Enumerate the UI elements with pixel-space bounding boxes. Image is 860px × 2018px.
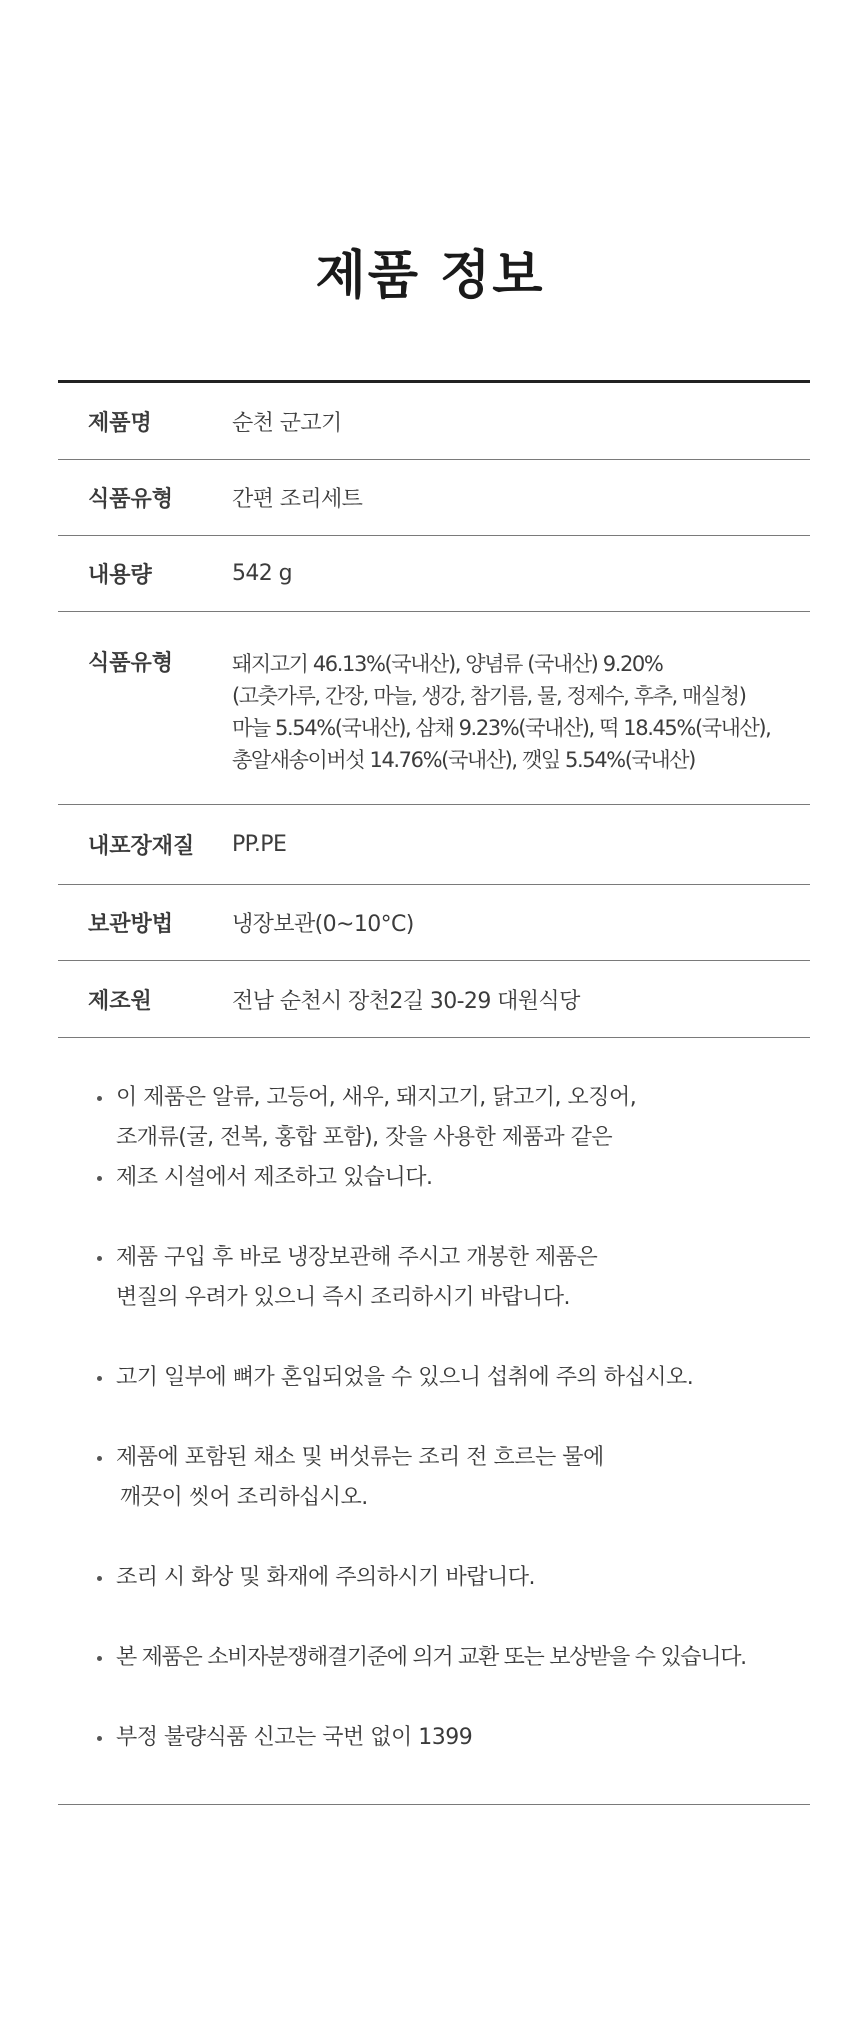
table-row-storage bbox=[58, 885, 810, 961]
product-name-label: 제품명 bbox=[88, 410, 152, 436]
note-allergen-line: 제조 시설에서 제조하고 있습니다. bbox=[58, 1158, 810, 1198]
note-burn-warning: 조리 시 화상 및 화재에 주의하시기 바랍니다. bbox=[58, 1558, 810, 1598]
note-allergen-line: 조개류(굴, 전복, 홍합 포함), 잣을 사용한 제품과 같은 bbox=[116, 1125, 613, 1150]
bottom-divider bbox=[58, 1804, 810, 1805]
food-type-value: 간편 조리세트 bbox=[232, 487, 363, 512]
product-info-table bbox=[58, 380, 810, 1038]
packaging-value: PP.PE bbox=[232, 832, 287, 857]
storage-label: 보관방법 bbox=[88, 912, 174, 937]
table-row-ingredients bbox=[58, 612, 810, 805]
table-row-food-type bbox=[58, 460, 810, 536]
ingredients-line: 총알새송이버섯 14.76%(국내산), 깻잎 5.54%(국내산) bbox=[232, 748, 695, 772]
table-row-volume bbox=[58, 536, 810, 612]
ingredients-line: 마늘 5.54%(국내산), 삼채 9.23%(국내산), 떡 18.45%(국내산), bbox=[232, 716, 771, 740]
table-row-manufacturer bbox=[58, 961, 810, 1038]
caution-notes-list bbox=[58, 1078, 810, 1758]
storage-value: 냉장보관(0~10°C) bbox=[232, 912, 414, 937]
note-report-hotline: 부정 불량식품 신고는 국번 없이 1399 bbox=[58, 1718, 810, 1758]
note-washing-line: 깨끗이 씻어 조리하십시오. bbox=[120, 1485, 368, 1510]
manufacturer-label: 제조원 bbox=[88, 988, 152, 1014]
manufacturer-value: 전남 순천시 장천2길 30-29 대원식당 bbox=[232, 988, 580, 1014]
product-name-value: 순천 군고기 bbox=[232, 410, 342, 436]
ingredients-value bbox=[232, 648, 810, 776]
page-title: 제품 정보 bbox=[315, 245, 545, 306]
note-bone-warning: 고기 일부에 뼈가 혼입되었을 수 있으니 섭취에 주의 하십시오. bbox=[58, 1358, 810, 1398]
food-type-label: 식품유형 bbox=[88, 487, 174, 512]
table-row-product-name bbox=[58, 383, 810, 460]
note-exchange-policy: 본 제품은 소비자분쟁해결기준에 의거 교환 또는 보상받을 수 있습니다. bbox=[58, 1638, 810, 1678]
volume-label: 내용량 bbox=[88, 563, 152, 588]
note-allergen-line: 이 제품은 알류, 고등어, 새우, 돼지고기, 닭고기, 오징어, bbox=[58, 1078, 810, 1118]
note-storage-line: 변질의 우려가 있으니 즉시 조리하시기 바랍니다. bbox=[116, 1285, 571, 1310]
packaging-label: 내포장재질 bbox=[88, 834, 195, 859]
note-storage-line: 제품 구입 후 바로 냉장보관해 주시고 개봉한 제품은 bbox=[58, 1238, 810, 1278]
note-washing-line: 제품에 포함된 채소 및 버섯류는 조리 전 흐르는 물에 bbox=[58, 1438, 810, 1478]
ingredients-label: 식품유형 bbox=[88, 651, 174, 676]
ingredients-line: (고춧가루, 간장, 마늘, 생강, 참기름, 물, 정제수, 후추, 매실청) bbox=[232, 684, 746, 708]
ingredients-line: 돼지고기 46.13%(국내산), 양념류 (국내산) 9.20% bbox=[232, 652, 663, 676]
volume-value: 542 g bbox=[232, 561, 292, 586]
table-row-packaging bbox=[58, 805, 810, 885]
